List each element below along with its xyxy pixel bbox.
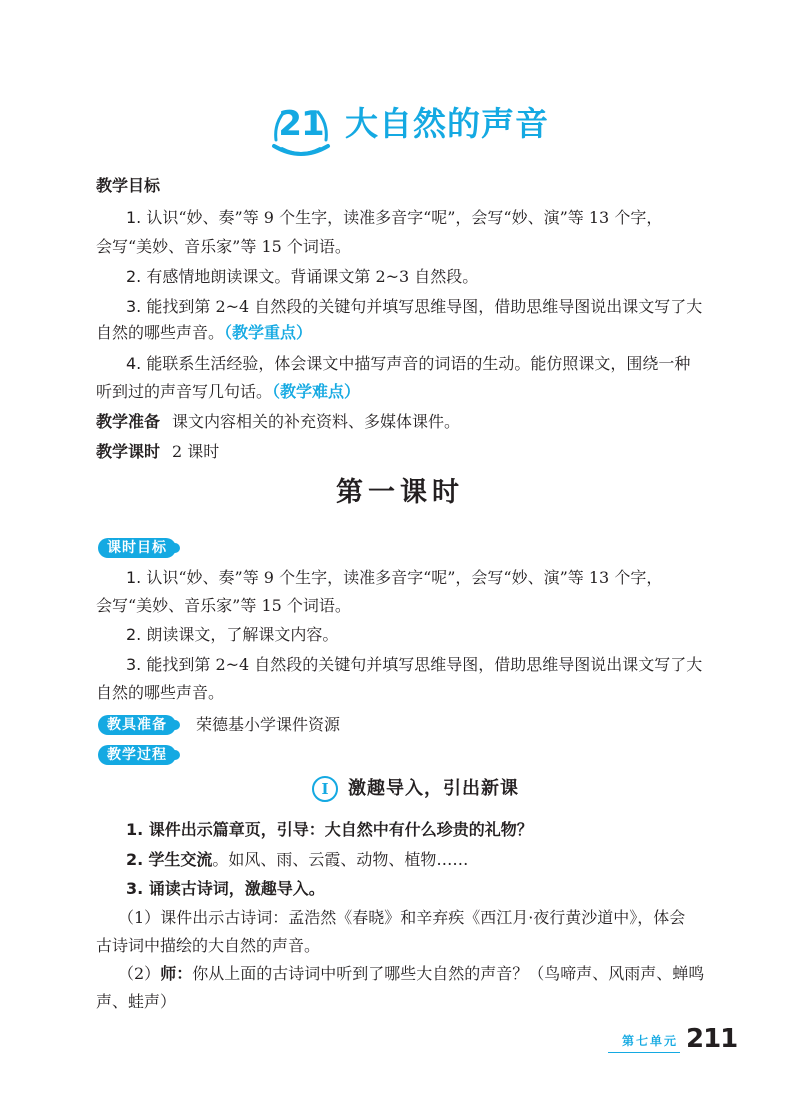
period-objective-3: 3. 能找到第 2~4 自然段的关键句并填写思维导图，借助思维导图说出课文写了大	[126, 655, 703, 674]
lesson-title: 大自然的声音	[345, 104, 549, 143]
period-objective-2: 2. 朗读课文，了解课文内容。	[126, 625, 339, 644]
objective-3-cont: 自然的哪些声音。（教学重点）	[96, 323, 313, 342]
period-objective-1-cont: 会写“美妙、音乐家”等 15 个词语。	[96, 596, 351, 615]
section-title: 激趣导入，引出新课	[348, 778, 519, 799]
objective-3: 3. 能找到第 2~4 自然段的关键句并填写思维导图，借助思维导图说出课文写了大	[126, 297, 703, 316]
period-objectives-pill: 课时目标	[98, 538, 176, 558]
sub-step-1-cont: 古诗词中描绘的大自然的声音。	[96, 936, 321, 955]
objective-1: 1. 认识“妙、奏”等 9 个生字，读准多音字“呢”，会写“妙、演”等 13 个字，	[126, 208, 663, 227]
page-number: 211	[686, 1024, 738, 1054]
section-roman-numeral: I	[312, 776, 338, 802]
preparation: 教学准备 课文内容相关的补充资料、多媒体课件。	[96, 412, 461, 431]
objective-4: 4. 能联系生活经验，体会课文中描写声音的词语的生动。能仿照课文，围绕一种	[126, 354, 691, 373]
lesson-number-badge	[268, 96, 334, 166]
objective-1-cont: 会写“美妙、音乐家”等 15 个词语。	[96, 237, 351, 256]
class-hours: 教学课时 2 课时	[96, 442, 220, 461]
unit-underline	[608, 1052, 680, 1053]
tools-pill: 教具准备	[98, 715, 176, 735]
lesson-number: 21	[278, 104, 324, 144]
sub-step-2: （2）师：你从上面的古诗词中听到了哪些大自然的声音？（鸟啼声、风雨声、蝉鸣	[118, 964, 705, 983]
unit-label: 第七单元	[622, 1034, 679, 1048]
period-title: 第一课时	[336, 477, 464, 508]
objective-2: 2. 有感情地朗读课文。背诵课文第 2~3 自然段。	[126, 267, 479, 286]
step-3: 3. 诵读古诗词，激趣导入。	[126, 879, 325, 898]
step-2: 2. 学生交流。如风、雨、云霞、动物、植物……	[126, 850, 469, 869]
period-objective-1: 1. 认识“妙、奏”等 9 个生字，读准多音字“呢”，会写“妙、演”等 13 个字，	[126, 568, 663, 587]
tools-text: 荣德基小学课件资源	[196, 715, 341, 734]
process-pill: 教学过程	[98, 745, 176, 765]
sub-step-1: （1）课件出示古诗词：孟浩然《春晓》和辛弃疾《西江月·夜行黄沙道中》，体会	[118, 908, 686, 927]
objective-4-cont: 听到过的声音写几句话。（教学难点）	[96, 382, 361, 401]
step-1: 1. 课件出示篇章页，引导：大自然中有什么珍贵的礼物？	[126, 820, 533, 839]
sub-step-2-cont: 声、蛙声）	[96, 992, 177, 1011]
objectives-heading: 教学目标	[96, 176, 161, 195]
period-objective-3-cont: 自然的哪些声音。	[96, 683, 225, 702]
key-point-tag: （教学重点）	[224, 323, 313, 342]
difficult-point-tag: （教学难点）	[272, 382, 361, 401]
